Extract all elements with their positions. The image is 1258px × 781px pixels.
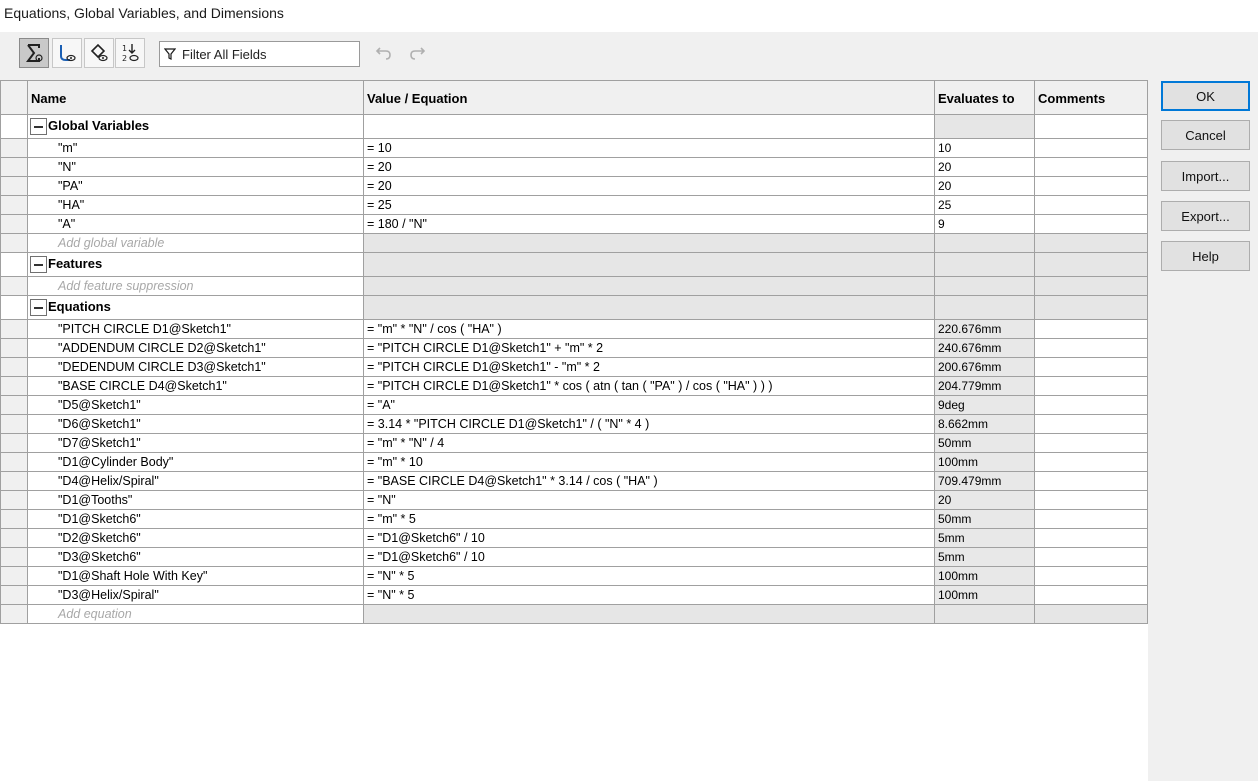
value-equation-cell[interactable]: = "D1@Sketch6" / 10 — [364, 529, 935, 548]
global-variable-row[interactable] — [1, 158, 1148, 177]
section-title: Global Variables — [48, 117, 150, 133]
name-cell[interactable]: "PA" — [28, 177, 364, 196]
name-cell[interactable]: "N" — [28, 158, 364, 177]
section-row-equations — [1, 296, 1148, 320]
column-header-name[interactable]: Name — [28, 81, 364, 115]
evaluates-cell: 10 — [935, 139, 1035, 158]
equation-row[interactable] — [1, 358, 1148, 377]
value-equation-cell[interactable]: = "m" * "N" / 4 — [364, 434, 935, 453]
value-equation-cell[interactable]: = "A" — [364, 396, 935, 415]
equation-row[interactable] — [1, 453, 1148, 472]
name-cell[interactable]: "BASE CIRCLE D4@Sketch1" — [28, 377, 364, 396]
section-title: Equations — [48, 298, 111, 314]
comment-cell[interactable] — [1035, 510, 1148, 529]
dimension-view-icon — [88, 42, 110, 64]
row-header[interactable] — [1, 567, 28, 586]
comment-cell[interactable] — [1035, 548, 1148, 567]
evaluates-cell: 9 — [935, 215, 1035, 234]
evaluates-cell: 5mm — [935, 529, 1035, 548]
section-row-features — [1, 253, 1148, 277]
value-equation-cell[interactable]: = 3.14 * "PITCH CIRCLE D1@Sketch1" / ( "N" * 4 ) — [364, 415, 935, 434]
row-header[interactable] — [1, 586, 28, 605]
title-bar — [0, 0, 1258, 32]
name-cell[interactable]: "D1@Tooths" — [28, 491, 364, 510]
comment-cell — [1035, 605, 1148, 624]
evaluates-cell: 204.779mm — [935, 377, 1035, 396]
comment-cell[interactable] — [1035, 434, 1148, 453]
add-global-variable-cell[interactable]: Add global variable — [28, 234, 364, 253]
comment-cell — [1035, 296, 1148, 320]
sketch-equation-view-icon — [56, 42, 78, 64]
row-header[interactable] — [1, 196, 28, 215]
eval-cell — [935, 115, 1035, 139]
row-header — [1, 277, 28, 296]
evaluates-cell: 50mm — [935, 510, 1035, 529]
row-header[interactable] — [1, 491, 28, 510]
value-cell — [364, 296, 935, 320]
add-global-variable-row[interactable] — [1, 234, 1148, 253]
comment-cell[interactable] — [1035, 586, 1148, 605]
comment-cell[interactable] — [1035, 196, 1148, 215]
cancel-button[interactable]: Cancel — [1161, 120, 1250, 150]
evaluates-cell: 8.662mm — [935, 415, 1035, 434]
evaluates-cell: 100mm — [935, 453, 1035, 472]
comment-cell[interactable] — [1035, 472, 1148, 491]
eval-cell — [935, 253, 1035, 277]
evaluates-cell: 220.676mm — [935, 320, 1035, 339]
evaluates-cell: 100mm — [935, 586, 1035, 605]
global-variable-row[interactable] — [1, 139, 1148, 158]
ok-button[interactable]: OK — [1161, 81, 1250, 111]
comment-cell[interactable] — [1035, 529, 1148, 548]
comment-cell[interactable] — [1035, 453, 1148, 472]
value-equation-cell[interactable]: = "BASE CIRCLE D4@Sketch1" * 3.14 / cos ( "HA" ) — [364, 472, 935, 491]
collapse-icon[interactable] — [30, 256, 47, 273]
row-header[interactable] — [1, 139, 28, 158]
undo-button[interactable] — [372, 41, 396, 65]
equation-row[interactable] — [1, 529, 1148, 548]
name-cell[interactable]: "m" — [28, 139, 364, 158]
export-button[interactable]: Export... — [1161, 201, 1250, 231]
comment-cell[interactable] — [1035, 177, 1148, 196]
header-row — [1, 81, 1148, 115]
section-title-cell — [28, 253, 364, 277]
section-row-globals — [1, 115, 1148, 139]
column-header-value[interactable]: Value / Equation — [364, 81, 935, 115]
evaluates-cell: 20 — [935, 158, 1035, 177]
row-header — [1, 115, 28, 139]
comment-cell[interactable] — [1035, 396, 1148, 415]
name-cell[interactable]: "PITCH CIRCLE D1@Sketch1" — [28, 320, 364, 339]
comment-cell[interactable] — [1035, 415, 1148, 434]
row-header — [1, 253, 28, 277]
equation-row[interactable] — [1, 567, 1148, 586]
evaluates-cell: 20 — [935, 491, 1035, 510]
row-header[interactable] — [1, 339, 28, 358]
evaluates-cell: 25 — [935, 196, 1035, 215]
equation-row[interactable] — [1, 339, 1148, 358]
section-title-cell — [28, 115, 364, 139]
equation-row[interactable] — [1, 434, 1148, 453]
name-cell[interactable]: "A" — [28, 215, 364, 234]
value-equation-cell[interactable]: = "PITCH CIRCLE D1@Sketch1" + "m" * 2 — [364, 339, 935, 358]
redo-icon — [408, 44, 426, 62]
value-equation-cell[interactable]: = 25 — [364, 196, 935, 215]
row-header[interactable] — [1, 434, 28, 453]
global-variable-row[interactable] — [1, 177, 1148, 196]
comment-cell[interactable] — [1035, 377, 1148, 396]
name-cell[interactable]: "ADDENDUM CIRCLE D2@Sketch1" — [28, 339, 364, 358]
equation-row[interactable] — [1, 586, 1148, 605]
collapse-icon[interactable] — [30, 118, 47, 135]
equation-row[interactable] — [1, 472, 1148, 491]
name-cell[interactable]: "D3@Sketch6" — [28, 548, 364, 567]
row-header[interactable] — [1, 453, 28, 472]
value-cell — [364, 234, 935, 253]
comment-cell[interactable] — [1035, 567, 1148, 586]
equation-row[interactable] — [1, 396, 1148, 415]
equation-row[interactable] — [1, 510, 1148, 529]
comment-cell[interactable] — [1035, 320, 1148, 339]
column-header-comments[interactable]: Comments — [1035, 81, 1148, 115]
comment-cell — [1035, 234, 1148, 253]
name-cell[interactable]: "D6@Sketch1" — [28, 415, 364, 434]
row-header[interactable] — [1, 358, 28, 377]
comment-cell[interactable] — [1035, 139, 1148, 158]
equation-row[interactable] — [1, 377, 1148, 396]
evaluates-cell: 100mm — [935, 567, 1035, 586]
svg-text:1: 1 — [122, 44, 128, 53]
toolbar — [0, 32, 1258, 76]
name-cell[interactable]: "D7@Sketch1" — [28, 434, 364, 453]
equation-row[interactable] — [1, 415, 1148, 434]
name-cell[interactable]: "DEDENDUM CIRCLE D3@Sketch1" — [28, 358, 364, 377]
comment-cell[interactable] — [1035, 339, 1148, 358]
name-cell[interactable]: "D3@Helix/Spiral" — [28, 586, 364, 605]
row-header[interactable] — [1, 215, 28, 234]
evaluates-cell: 5mm — [935, 548, 1035, 567]
eval-cell — [935, 296, 1035, 320]
comment-cell[interactable] — [1035, 358, 1148, 377]
value-equation-cell[interactable]: = "PITCH CIRCLE D1@Sketch1" - "m" * 2 — [364, 358, 935, 377]
row-header[interactable] — [1, 396, 28, 415]
value-equation-cell[interactable]: = 180 / "N" — [364, 215, 935, 234]
help-button[interactable]: Help — [1161, 241, 1250, 271]
section-title: Features — [48, 255, 103, 271]
evaluates-cell: 200.676mm — [935, 358, 1035, 377]
equation-row[interactable] — [1, 548, 1148, 567]
row-header[interactable] — [1, 510, 28, 529]
evaluates-cell: 20 — [935, 177, 1035, 196]
value-equation-cell[interactable]: = "m" * 10 — [364, 453, 935, 472]
row-header[interactable] — [1, 158, 28, 177]
value-cell — [364, 115, 935, 139]
evaluates-cell: 9deg — [935, 396, 1035, 415]
row-header — [1, 234, 28, 253]
redo-button[interactable] — [405, 41, 429, 65]
row-header[interactable] — [1, 548, 28, 567]
undo-icon — [375, 44, 393, 62]
value-equation-cell[interactable]: = "D1@Sketch6" / 10 — [364, 548, 935, 567]
row-header[interactable] — [1, 415, 28, 434]
equation-view-button[interactable] — [19, 38, 49, 68]
ordered-view-button[interactable] — [115, 38, 145, 68]
svg-text:2: 2 — [122, 54, 128, 63]
name-cell[interactable]: "D1@Cylinder Body" — [28, 453, 364, 472]
eval-cell — [935, 234, 1035, 253]
add-equation-row[interactable] — [1, 605, 1148, 624]
row-header — [1, 296, 28, 320]
import-button[interactable]: Import... — [1161, 161, 1250, 191]
filter-placeholder: Filter All Fields — [182, 46, 267, 62]
name-cell[interactable]: "HA" — [28, 196, 364, 215]
evaluates-cell: 240.676mm — [935, 339, 1035, 358]
row-header[interactable] — [1, 320, 28, 339]
value-equation-cell[interactable]: = "N" — [364, 491, 935, 510]
value-cell — [364, 253, 935, 277]
comment-cell — [1035, 253, 1148, 277]
equation-row[interactable] — [1, 320, 1148, 339]
global-variable-row[interactable] — [1, 215, 1148, 234]
row-header[interactable] — [1, 177, 28, 196]
row-header[interactable] — [1, 472, 28, 491]
eval-cell — [935, 605, 1035, 624]
name-cell[interactable]: "D4@Helix/Spiral" — [28, 472, 364, 491]
comment-cell[interactable] — [1035, 491, 1148, 510]
name-cell[interactable]: "D2@Sketch6" — [28, 529, 364, 548]
evaluates-cell: 709.479mm — [935, 472, 1035, 491]
filter-icon — [164, 48, 176, 60]
value-equation-cell[interactable]: = "PITCH CIRCLE D1@Sketch1" * cos ( atn ( tan ( "PA" ) / cos ( "HA" ) ) ) — [364, 377, 935, 396]
value-equation-cell[interactable]: = 20 — [364, 177, 935, 196]
value-equation-cell[interactable]: = 20 — [364, 158, 935, 177]
name-cell[interactable]: "D1@Sketch6" — [28, 510, 364, 529]
evaluates-cell: 50mm — [935, 434, 1035, 453]
dialog-buttons-panel — [1148, 80, 1258, 781]
filter-input[interactable] — [159, 41, 360, 67]
equations-table — [0, 80, 1148, 624]
equations-grid — [0, 80, 1148, 781]
equation-view-icon — [23, 42, 45, 64]
comment-cell — [1035, 115, 1148, 139]
add-feature-suppression-cell[interactable]: Add feature suppression — [28, 277, 364, 296]
row-header — [1, 605, 28, 624]
eval-cell — [935, 277, 1035, 296]
row-header[interactable] — [1, 529, 28, 548]
name-cell[interactable]: "D5@Sketch1" — [28, 396, 364, 415]
row-header-corner — [1, 81, 28, 115]
section-title-cell — [28, 296, 364, 320]
dimension-view-button[interactable] — [84, 38, 114, 68]
add-equation-cell[interactable]: Add equation — [28, 605, 364, 624]
comment-cell[interactable] — [1035, 158, 1148, 177]
add-feature-suppression-row[interactable] — [1, 277, 1148, 296]
value-equation-cell[interactable]: = "m" * "N" / cos ( "HA" ) — [364, 320, 935, 339]
value-cell — [364, 605, 935, 624]
sketch-equation-view-button[interactable] — [52, 38, 82, 68]
value-equation-cell[interactable]: = "N" * 5 — [364, 567, 935, 586]
window-title: Equations, Global Variables, and Dimensions — [4, 5, 284, 21]
ordered-view-icon — [119, 42, 141, 64]
collapse-icon[interactable] — [30, 299, 47, 316]
name-cell[interactable]: "D1@Shaft Hole With Key" — [28, 567, 364, 586]
value-equation-cell[interactable]: = "N" * 5 — [364, 586, 935, 605]
equation-row[interactable] — [1, 491, 1148, 510]
value-equation-cell[interactable]: = 10 — [364, 139, 935, 158]
comment-cell — [1035, 277, 1148, 296]
column-header-evaluates[interactable]: Evaluates to — [935, 81, 1035, 115]
comment-cell[interactable] — [1035, 215, 1148, 234]
global-variable-row[interactable] — [1, 196, 1148, 215]
value-equation-cell[interactable]: = "m" * 5 — [364, 510, 935, 529]
row-header[interactable] — [1, 377, 28, 396]
value-cell — [364, 277, 935, 296]
